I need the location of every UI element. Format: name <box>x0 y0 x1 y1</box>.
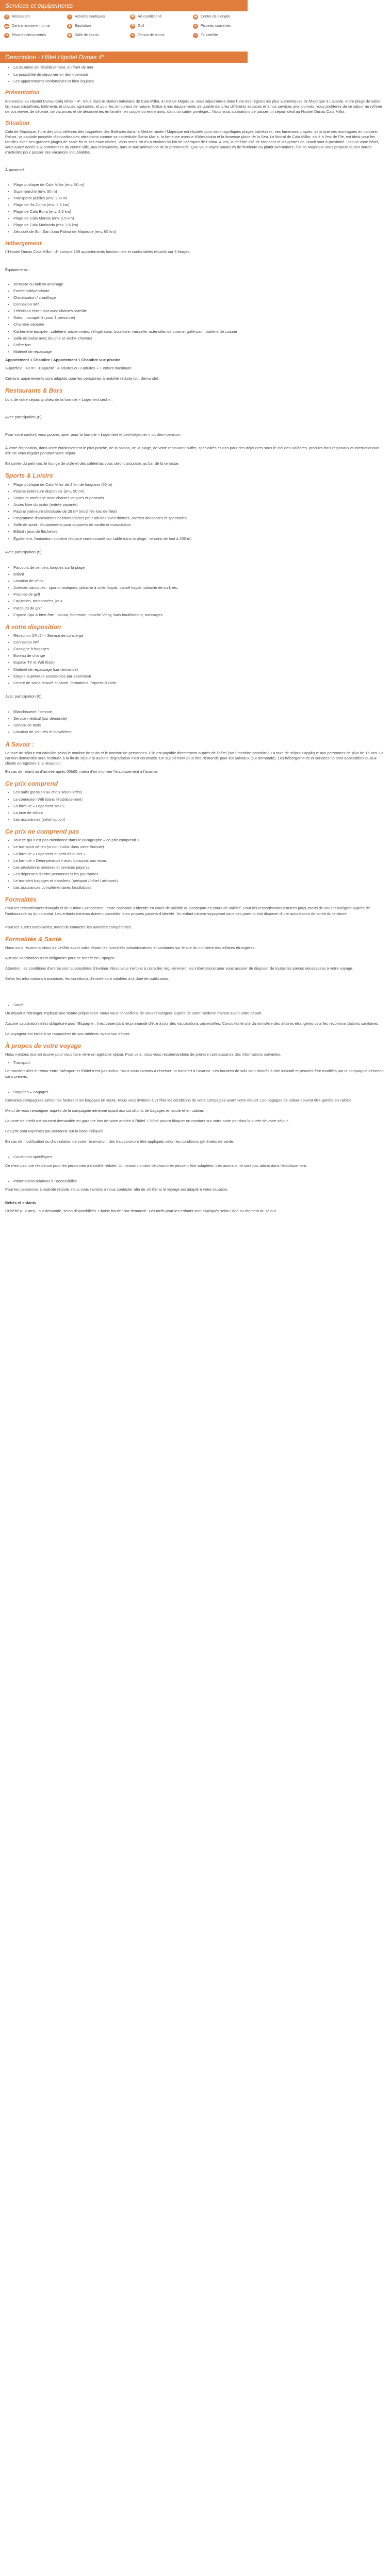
sports-paid-item: • Parcours de golf <box>13 606 386 611</box>
sports-item: • Programme d'animations hebdomadaires pour adultes avec thèmes, soirées dansantes et spectacles <box>13 516 386 521</box>
equipment-label: Équipements : <box>5 267 30 272</box>
services-header: Services et équipements <box>0 0 248 11</box>
service-item <box>130 33 190 38</box>
proximity-item: • Plage de Sa Coma (env. 2,5 km) <box>13 202 386 208</box>
sports-paid-item: • Parcours de sentiers longues sur la plage <box>13 565 386 570</box>
proximity-item: • Transports publics (env. 200 m) <box>13 196 386 201</box>
notprice-item: • Les dépenses d'ordre personnel et les pourboires <box>13 872 386 877</box>
price-item: • Les assurances (selon option) <box>13 817 386 822</box>
health-text3: Attention, les conditions d'entrée sont susceptibles d'évoluer. Nous vous invitons à consulter régulièrement les informations pour vous assurer de disposer de toutes les pièces nécessaires à votre voyage. <box>5 966 353 971</box>
snowflake-icon: ✱ <box>130 14 135 20</box>
arrival-paid-item: • Service de taxis <box>13 723 386 728</box>
arrival-item: • Connexion Wifi <box>13 640 386 645</box>
service-label: Salle de sports <box>75 33 99 38</box>
sports-icon: ◆ <box>67 33 72 38</box>
sports-item: • Également, l'animation sportive (espace communauté sur sable dans la plage : terrains de foot à 200 m) <box>13 536 386 541</box>
notprice-item: • Les assurances complémentaires facultatives <box>13 885 386 890</box>
service-item <box>193 33 253 38</box>
price-title: Ce prix comprend <box>5 780 58 788</box>
service-label: Air conditionné <box>138 15 162 19</box>
service-label: Tv satellite <box>201 33 218 38</box>
equipment-item: • Coffre-fort <box>13 343 386 348</box>
arrival-paid-item: • Blanchisserie / service <box>13 709 386 715</box>
proximity-item: • Aéroport de Son San Joan Palma de Majorque (env. 65 km) <box>13 229 386 234</box>
service-item <box>67 33 127 38</box>
arrival-item: • Espace TV et Wifi (liste) <box>13 660 386 665</box>
health-text2: Aucune vaccination n'est obligatoire pour se rendre en Espagne. <box>5 956 116 961</box>
restaurants-text3: À votre disposition, dans votre établissement le plus proche, de la saison, de la plage, de votre restaurant buffet, spécialités et vins pour des déjeuners sous le ciel des Baléares, produits frais régionaux et internationaux afin de vous régaler pendant votre séjour. <box>5 445 379 456</box>
price-list <box>5 790 386 822</box>
equipment-item: • Kitchenette équipée : cafetière, micro-ondes, réfrigérateur, bouilloire, vaisselle, ustensiles de cuisine, grille-pain, batterie de cuisine <box>13 329 386 334</box>
transport-text: Le transfert aller et retour entre l'aéroport et l'hôtel n'est pas inclus. Nous vous invitons à réserver un transfert à l'avance. Les horaires de vols sont donnés à titre indicatif et peuvent être modifiés par la compagnie aérienne sans préavis. <box>5 1069 384 1079</box>
wave-icon: ≈ <box>67 14 72 20</box>
luggage-text2: Merci de vous renseigner auprès de la compagnie aérienne quant aux conditions de bagages en soute et en cabine. <box>5 1108 204 1113</box>
sports-title: Sports & Loisirs <box>5 472 53 480</box>
restaurants-title: Restaurants & Bars <box>5 387 63 395</box>
conditions-text: Ce n'est pas une résidence pour les personnes à mobilité réduite. Un certain nombre de chambres peuvent être adaptées. Les animaux ne sont pas admis dans l'établissement. <box>5 1163 307 1168</box>
situation-text: Cala de Majorque, l'une des plus célèbres des baguettes des Baléares dans la Méditerranée ! Majorque est réputée pour ses magnifiques plages balnéaires, ses fameuses criques, ainsi que ses montagnes en calcaire. Palma, sa capitale possède d'innombrables attractions comme sa cathédrale Santa María, la fameuse avenue d'Almudaina et la fameuse place de la Seu. Le littoral de Cala Millor, situé à l'est de l'île, est idéal pour les familles avec ses grandes plages de sable fin et ses eaux claires. Vous serez situés à environ 65 km de l'aéroport de Palma. Aussi, la célèbre cité de Manacor et les grottes de Drach sont à proximité. Depuis votre hôtel, vous aurez accès aux commerces du centre-ville, aux restaurants, bars et aux animations de la promenade. Que vous soyez amateurs de farniente ou plutôt aventuriers, l'île de Majorque vous propose toutes sortes d'activités pour passer des vacances inoubliables. <box>5 129 379 155</box>
info-text: Pour les personnes à mobilité réduite, nous vous invitons à nous contacter afin de vérifier si le voyage est adapté à votre situation. <box>5 1187 229 1192</box>
about-text: Nous mettons tout en œuvre pour vous faire vivre un agréable séjour. Pour cela, nous vous recommandons de prendre connaissance des informations suivantes. <box>5 1052 282 1057</box>
notprice-item: • Tout ce qui n'est pas mentionné dans le paragraphe « ce prix comprend » <box>13 838 386 843</box>
intro-list <box>5 65 386 83</box>
service-label: Équitation <box>75 24 91 28</box>
equipment-item: • Connexion Wifi <box>13 302 386 307</box>
sports-paid-item: • Billard <box>13 572 386 577</box>
service-label: Centre de plongée <box>201 15 231 19</box>
proximity-label: À proximité : <box>5 167 27 173</box>
conditions-bullet: • Conditions spécifiques <box>13 1155 386 1160</box>
notprice-item: • Le transport aérien (si non inclus dans votre formule) <box>13 844 386 850</box>
golf-flag-icon: ⚑ <box>131 24 135 28</box>
sports-item: • Solarium aménagé avec chaises longues et parasols <box>13 496 386 501</box>
price-item: • Les nuits (pension au choix selon l'offre) <box>13 790 386 795</box>
arrival-item: • Matériel de repassage (sur demande) <box>13 667 386 672</box>
sports-paid-label: Avec participation (€) : <box>5 549 44 554</box>
health-text5: Un départ à l'étranger implique une bonne préparation. Nous vous conseillons de vous renseigner auprès de votre médecin traitant avant votre départ. <box>5 1010 263 1015</box>
transport-bullet: • Transport <box>13 1060 386 1065</box>
intro-item: • La possibilité de séjourner en demi-pension <box>13 72 386 77</box>
baby-text: Lit bébé (0-2 ans) : sur demande, selon disponibilités. Chaise haute : sur demande. Les tarifs pour les enfants sont appliqués selon l'âge au moment du séjour. <box>5 1209 277 1214</box>
tv-icon: ▭ <box>193 33 198 38</box>
price-item: • La taxe de séjour <box>13 810 386 816</box>
about-title: À propos de votre voyage <box>5 1042 82 1050</box>
service-label: Centre remise en forme <box>12 24 50 28</box>
equipment-item: • Salle de bains avec douche et sèche-cheveux <box>13 336 386 341</box>
health-bullet: • Santé <box>13 1003 386 1008</box>
baby-title: Bébés et enfants <box>5 1200 37 1205</box>
tennis-icon: ● <box>130 33 135 38</box>
proximity-item: • Plage de Cala Moreia (env. 2,5 km) <box>13 216 386 221</box>
service-item <box>130 24 190 29</box>
pay-text: La carte de crédit est souvent demandée en garantie lors de votre arrivée à l'hôtel. L'hôtel pourra bloquer un montant sur votre carte pendant la durée de votre séjour. <box>5 1118 289 1124</box>
cart-text: La taxe de séjour est calculée selon le nombre de nuits et le nombre de personnes. Elle est payable directement auprès de l'hôtel (sauf mention contraire). La taxe de séjour s'applique aux personnes de plus de 16 ans. La caution demandée sera restituée à la fin du séjour si aucune dégradation n'est constatée. Un supplément peut être demandé pour les animaux (sur demande). Les hébergements et services ne sont accessibles qu'aux clients enregistrés à la réception. <box>5 750 384 766</box>
equipment-item: • Salon : canapé-lit (pour 1 personne) <box>13 315 386 320</box>
service-item <box>67 14 127 20</box>
restaurants-sub: Avec participation (€) : <box>5 414 44 419</box>
sports-item: • Piscine intérieure climatisée de 29 m² (modifiée lors de l'été) <box>13 509 386 514</box>
formality-title: Formalités <box>5 896 37 904</box>
sports-paid-item: • Équitation, randonnées, jeux <box>13 599 386 604</box>
sports-paid-item: • Location de vélos <box>13 579 386 584</box>
equipment-item: • Entrée indépendante <box>13 289 386 294</box>
notprice-title: Ce prix ne comprend pas <box>5 828 79 836</box>
description-header: Description - Hôtel Hipotel Dunas 4* <box>0 52 248 63</box>
proximity-item: • Plage publique de Cala Millor (env. 50 m) <box>13 182 386 188</box>
service-item <box>4 14 64 20</box>
sports-item: • Piscine extérieure disponible (env. 50 m²) <box>13 489 386 494</box>
notprice-item: • La formule « Demi-pension » avec boissons aux repas <box>13 858 386 863</box>
notprice-list <box>5 838 386 890</box>
info-bullet: • Informations relatives à l'accessibilité <box>13 1179 386 1184</box>
proximity-item: • Plage de Cala Morlanda (env. 2,6 km) <box>13 223 386 228</box>
notprice-item: • Les prestations annexes et services payants <box>13 865 386 870</box>
proximity-item: • Supermarché (env. 50 m) <box>13 189 386 194</box>
diver-icon: ◉ <box>193 15 198 19</box>
arrival-item: • Bureau de change <box>13 653 386 658</box>
equipment-item: • Télévision écran plat avec chaînes satellite <box>13 309 386 314</box>
restaurants-text2: Pour votre confort, vous pouvez opter pour la formule « Logement et petit-déjeuner » ou demi-pension. <box>5 432 182 437</box>
service-item <box>193 24 253 29</box>
health-text4: Selon les informations transmises, les conditions d'entrée sont valables à la date de publication. <box>5 976 169 981</box>
arrival-title: A votre disposition <box>5 623 61 631</box>
service-label: Piscines découvertes <box>12 33 46 38</box>
proximity-list <box>5 182 386 235</box>
sports-item: • Salle de sport : équipements pour appareils de cardio et musculation <box>13 522 386 528</box>
equipment-item: • Chambre séparée <box>13 322 386 327</box>
health-text6: Aucune vaccination n'est obligatoire pour l'Espagne ; il est cependant recommandé d'être à jour des vaccinations universelles. Consultez le site du ministère des affaires étrangères pour les recommandations sanitaires. <box>5 1021 379 1026</box>
pay-text2: Les prix sont exprimés par personne sur la base indiquée. <box>5 1129 105 1134</box>
pool-icon: ≋ <box>193 24 198 29</box>
cart-text2: En cas de retard ou d'arrivée après 00h00, merci d'en informer l'établissement à l'avance. <box>5 769 159 774</box>
service-label: Restaurant <box>12 15 30 19</box>
service-label: Activités nautiques <box>75 15 105 19</box>
health-title: Formalités & Santé <box>5 935 61 943</box>
intro-item: • Les appartements confortables et bien équipés <box>13 79 386 84</box>
restaurants-text4: En soirée du petit-bar, le lounge de style et des cafétérias vous seront proposés au bar de la terrasse. <box>5 461 180 466</box>
price-item: • La formule « Logement seul » <box>13 804 386 809</box>
arrival-paid-label: Avec participation (€) : <box>5 693 44 699</box>
room-detail: Superficie : 40 m² - Capacité : 4 adultes ou 3 adultes + 1 enfant maximum <box>5 366 132 371</box>
horse-icon: ♞ <box>68 24 72 28</box>
luggage-bullet: • Bagages – Bagages <box>13 1090 386 1095</box>
arrival-list <box>5 633 386 686</box>
service-item <box>130 14 190 20</box>
service-item <box>193 14 253 20</box>
proximity-item: • Plage de Cala Bona (env. 2,5 km) <box>13 209 386 214</box>
arrival-item: • Consigne à bagages <box>13 647 386 652</box>
health-text: Nous vous recommandons de vérifier avant votre départ les formalités administratives et sanitaires sur le site du ministère des affaires étrangères. <box>5 945 256 951</box>
pool-outdoor-icon: ≋ <box>4 33 9 38</box>
equipment-item: • Terrasse ou balcon aménagé <box>13 282 386 287</box>
sports-paid-list <box>5 565 386 618</box>
sports-item: • Plage publique de Cala Millor de 2 km de longueur (50 m) <box>13 482 386 487</box>
intro-item: • La situation de l'établissement, en front de mer <box>13 65 386 70</box>
notprice-item: • Le transfert bagages et transferts (aéroport / hôtel / aéroport) <box>13 878 386 884</box>
sports-list <box>5 482 386 541</box>
room-note: Certains appartements sont adaptés pour les personnes à mobilité réduite (sur demande). <box>5 376 159 381</box>
accommodation-text: L'Hipotel Dunas Cala Millor - 4* compte 109 appartements fonctionnels et confortables répartis sur 6 étages. <box>5 249 191 255</box>
formality-text: Pour les ressortissants français et de l'Union Européenne : carte nationale d'identité en cours de validité ou passeport en cours de validité. Pour les ressortissants d'autres pays, merci de vous renseigner auprès de l'ambassade ou du consulat. Les enfants mineurs doivent posséder leurs propres papiers d'identité. Un enfant mineur voyageant sans ses parents doit disposer d'une autorisation de sortie du territoire. <box>5 906 370 916</box>
sports-item: • Accès libre du jardin (entrée payante) <box>13 502 386 507</box>
luggage-text: Certaines compagnies aériennes facturent les bagages en soute. Nous vous invitons à vérifier les conditions de votre compagnie avant votre départ. Les bagages de valeur doivent être gardés en cabine. <box>5 1097 353 1103</box>
sports-paid-item: • Espace Spa & bien-être : sauna, hammam, douche Vichy, bain bouillonnant, massages <box>13 613 386 618</box>
formality-text2: Pour les autres nationalités, merci de contacter les autorités compétentes. <box>5 924 132 929</box>
cart-title: À Savoir : <box>5 740 35 748</box>
accommodation-title: Hébergement <box>5 240 42 247</box>
sports-paid-item: • Practice de golf <box>13 592 386 597</box>
service-item <box>67 24 127 29</box>
health-text7: Le voyageur est invité à se rapprocher de son médecin avant son départ. <box>5 1031 131 1036</box>
arrival-paid-list <box>5 709 386 735</box>
situation-title: Situation <box>5 120 30 126</box>
service-label: Piscines couvertes <box>201 24 231 28</box>
arrival-item: • Centre de soins beauté et santé, formations Express & Ltda. <box>13 681 386 686</box>
equipment-item: • Climatisation / chauffage <box>13 295 386 300</box>
description-content <box>0 65 391 1214</box>
pay-text3: En cas de modification ou d'annulation de votre réservation, des frais pourront être appliqués selon les conditions générales de vente. <box>5 1139 234 1144</box>
services-grid <box>4 14 252 38</box>
price-item: • La connexion Wifi (dans l'établissement) <box>13 797 386 802</box>
page <box>0 0 391 1227</box>
service-label: Golf <box>138 24 144 28</box>
equipment-item: • Matériel de repassage <box>13 349 386 354</box>
sports-paid-item: • Activités nautiques : sports nautiques, planche à voile, kayak, canoë kayak, planche de surf, etc. <box>13 585 386 590</box>
arrival-item: • Étages supérieurs accessibles par ascenseur <box>13 674 386 679</box>
restaurants-text: Lors de votre séjour, profitez de la formule « Logement seul » : <box>5 397 113 402</box>
service-item <box>4 24 64 29</box>
room-types: Appartement 1 Chambre / Appartement 1 Chambre vue piscine <box>5 358 121 363</box>
arrival-paid-item: • Location de voitures et bicyclettes <box>13 730 386 735</box>
equipment-list <box>5 282 386 354</box>
presentation-title: Présentation <box>5 89 40 96</box>
arrival-paid-item: • Service médical (sur demande) <box>13 716 386 721</box>
presentation-text: Bienvenue au Hipotel Dunas Cala Millor - 4*. Situé dans le station balnéaire de Cala Millor, à l'est de Majorque, vous séjournerez dans l'une des régions les plus authentiques de Majorque à Levante, entre plage de sable fin, eaux cristallines, bâtiments et criques agréables, et pour les amoureux de nature. Grâce à nos équipements de qualité dans les différents espaces et à nos services attentionnés, vous profiterez de ce séjour au rythme de vos envies de détente, de vacances et de découvertes en famille, en couple ou entre amis, dans un cadre privilégié... Nous vous souhaitons de passer un séjour idéal au Hipotel Dunas Cala Millor. <box>5 98 382 114</box>
notprice-item: • La formule « Logement et petit-déjeuner » <box>13 852 386 857</box>
service-item <box>4 33 64 38</box>
dumbbell-icon: ▬ <box>5 24 9 28</box>
arrival-item: • Réception 24h/24 - Service de concierge <box>13 633 386 638</box>
fork-knife-icon: ✕ <box>4 14 9 20</box>
sports-item: • Billard / jeux de fléchettes <box>13 529 386 534</box>
service-label: Terrain de tennis <box>138 33 165 38</box>
